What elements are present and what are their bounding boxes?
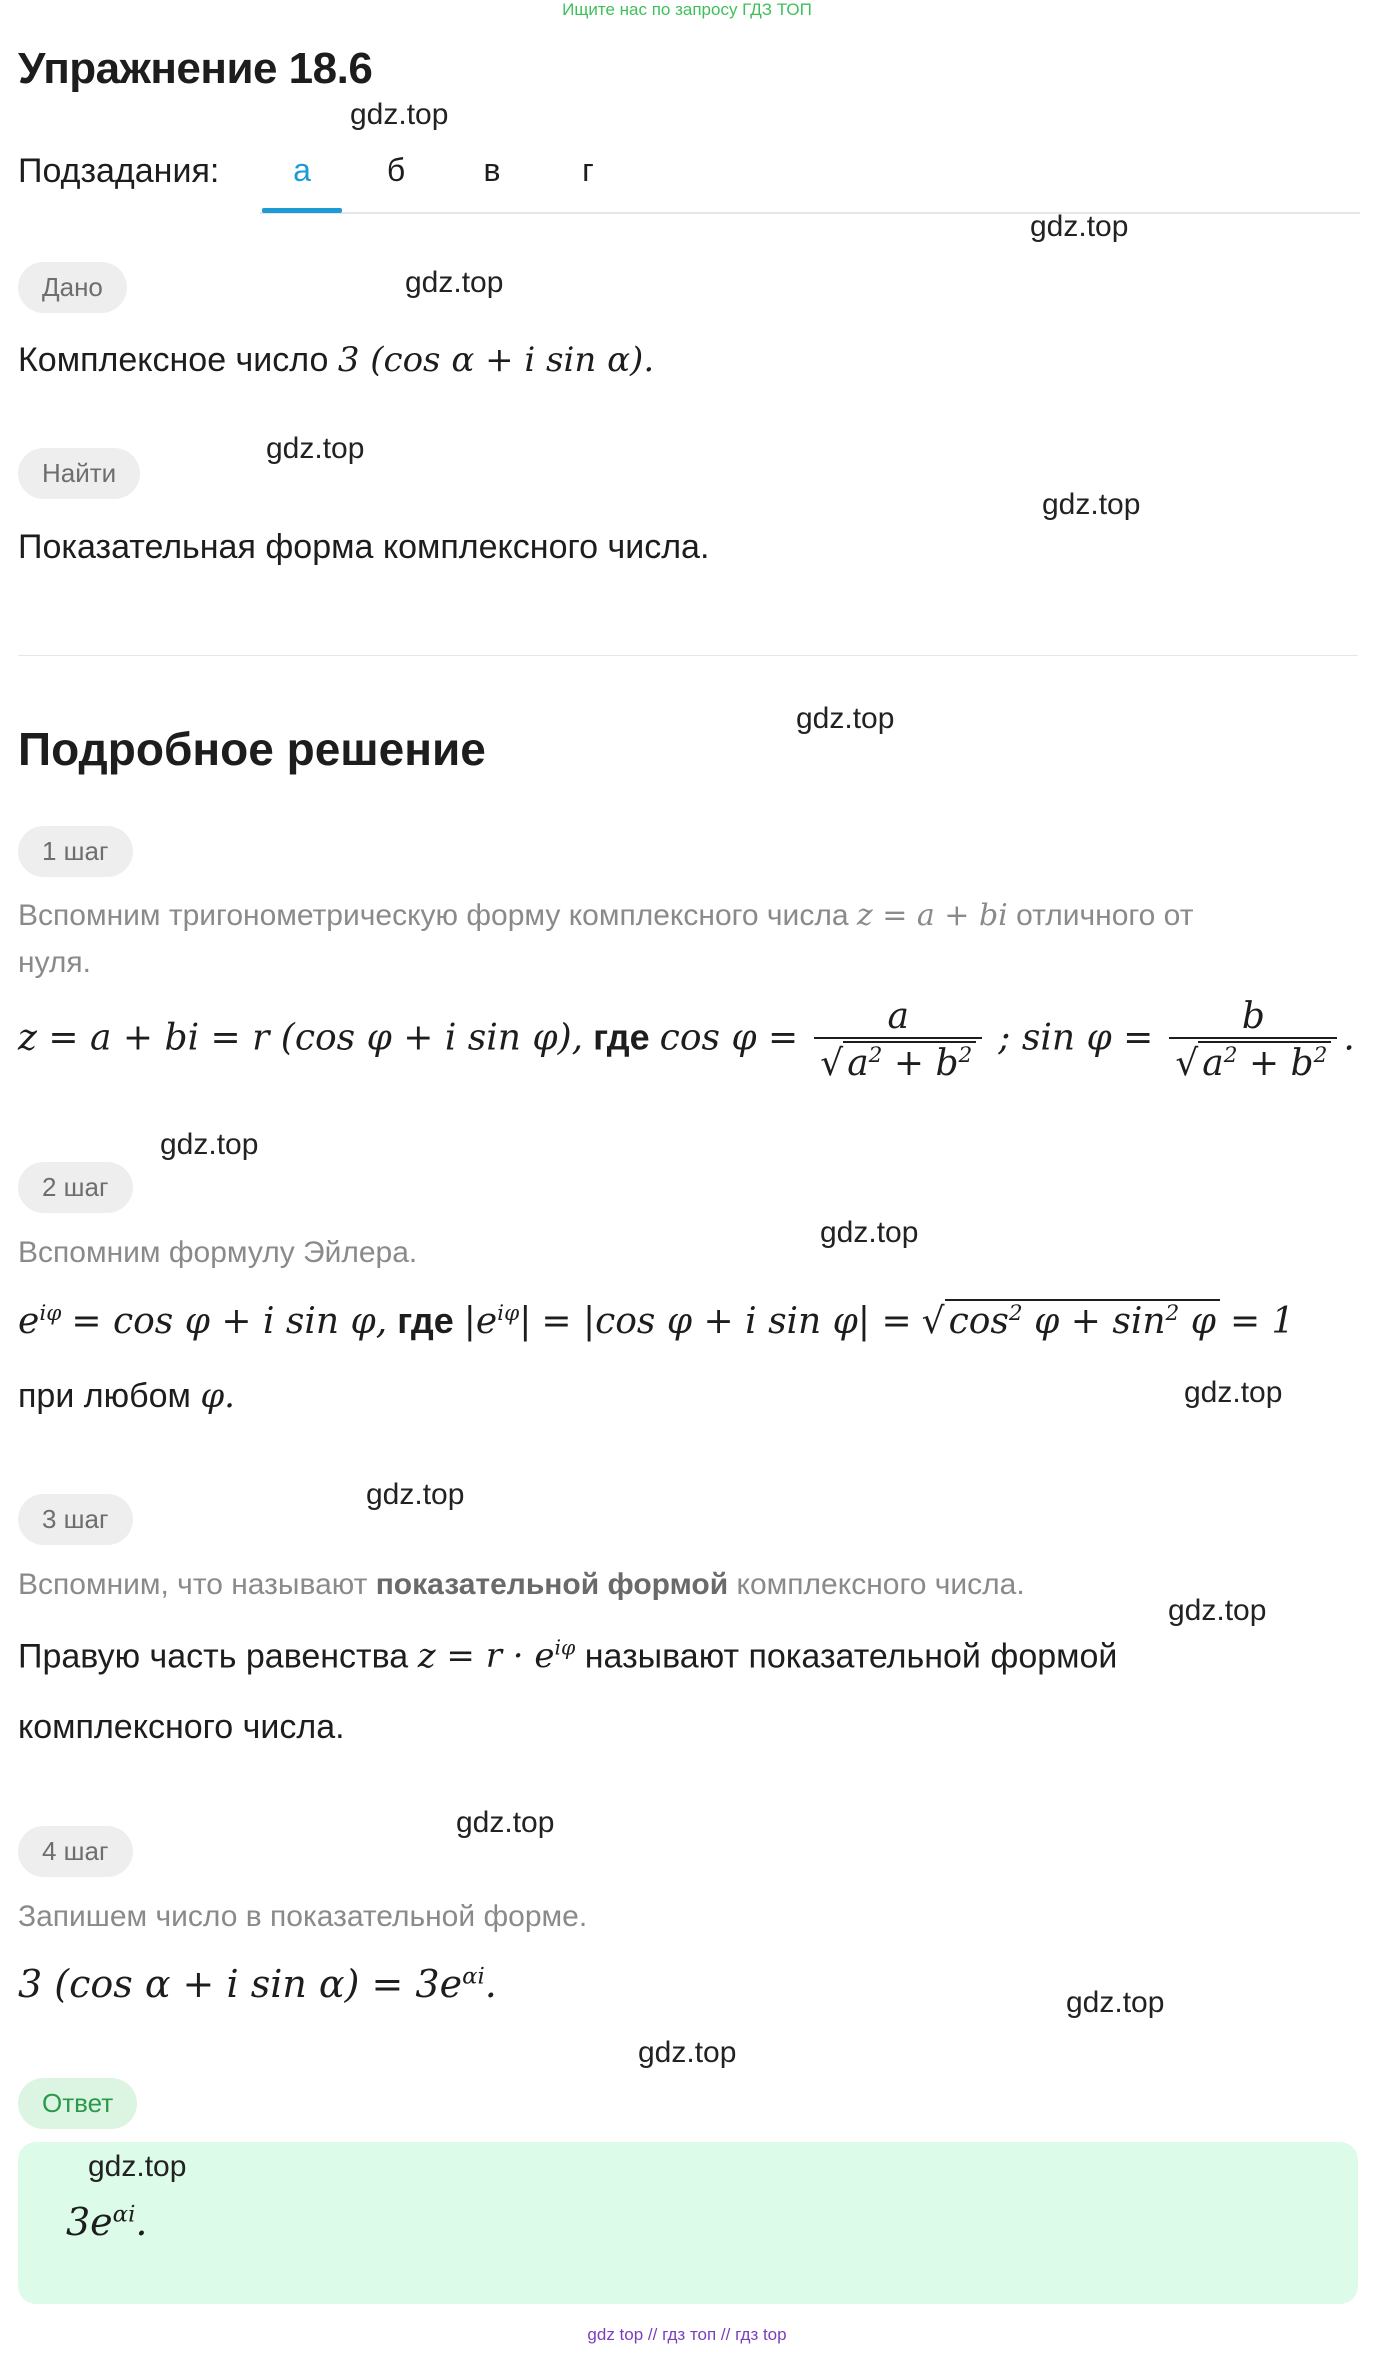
step4-hint: Запишем число в показательной форме. bbox=[18, 1900, 588, 1933]
step4-exp: $^{\alpha i}$. bbox=[462, 1962, 497, 2006]
step2-eq-one: = 1 bbox=[1229, 1301, 1295, 1342]
watermark: gdz.top bbox=[160, 1128, 259, 1161]
step4-pill-wrap bbox=[18, 1826, 133, 1877]
watermark: gdz.top bbox=[1066, 1986, 1165, 2019]
step3-text-prefix: Правую часть равенства bbox=[18, 1637, 409, 1676]
watermark: gdz.top bbox=[1030, 210, 1129, 243]
step3-text-line2: комплексного числа. bbox=[18, 1708, 345, 1746]
answer-end: . bbox=[135, 2200, 148, 2244]
given-text bbox=[18, 340, 654, 380]
step1-formula bbox=[18, 996, 1355, 1084]
tab-v[interactable]: в bbox=[483, 152, 501, 188]
watermark: gdz.top bbox=[1168, 1594, 1267, 1627]
step3-text-suffix: называют показательной формой bbox=[584, 1637, 1118, 1676]
watermark: gdz.top bbox=[1184, 1376, 1283, 1409]
watermark: gdz.top bbox=[796, 702, 895, 735]
step1-hint bbox=[18, 898, 1193, 933]
sqrt-expression: √ $\cos^2 \varphi + \sin^2 \varphi$ bbox=[922, 1299, 1220, 1342]
fraction-sin bbox=[1169, 996, 1337, 1084]
answer-pill: Ответ bbox=[18, 2078, 137, 2129]
given-pill: Дано bbox=[18, 262, 127, 313]
fraction-cos-numerator: a bbox=[887, 996, 909, 1037]
step2-formula bbox=[18, 1300, 1294, 1342]
step1-hint-math: z = a + bi bbox=[856, 898, 1008, 933]
subtasks-label: Подзадания: bbox=[18, 152, 220, 190]
footer: gdz top // гдз топ // гдз top bbox=[587, 2325, 787, 2344]
step2-word-where: где bbox=[397, 1300, 454, 1341]
step3-hint-prefix: Вспомним, что называют bbox=[18, 1568, 368, 1601]
given-math: 3 (cos α + i sin α). bbox=[337, 340, 655, 380]
step3-pill: 3 шаг bbox=[18, 1494, 133, 1545]
answer-box bbox=[18, 2142, 1358, 2304]
solution-title: Подробное решение bbox=[18, 723, 486, 775]
step3-pill-wrap bbox=[18, 1494, 133, 1545]
step2-line2 bbox=[18, 1376, 235, 1416]
step4-formula bbox=[18, 1962, 497, 2007]
find-pill: Найти bbox=[18, 448, 140, 499]
step1-pill-wrap bbox=[18, 826, 133, 877]
top-banner: Ищите нас по запросу ГДЗ ТОП bbox=[562, 0, 812, 19]
find-pill-wrap bbox=[18, 448, 140, 499]
section-divider bbox=[18, 655, 1358, 656]
page-title: Упражнение 18.6 bbox=[18, 44, 373, 93]
tab-a[interactable]: а bbox=[293, 152, 311, 188]
tab-g[interactable]: г bbox=[582, 152, 594, 188]
step3-text bbox=[18, 1636, 1117, 1676]
watermark: gdz.top bbox=[456, 1806, 555, 1839]
step1-hint-prefix: Вспомним тригонометрическую форму комплексного числа bbox=[18, 899, 849, 932]
fraction-cos bbox=[814, 996, 982, 1084]
step4-formula-main: 3 (cos α + i sin α) = 3e bbox=[18, 1962, 463, 2006]
step3-hint-suffix: комплексного числа. bbox=[736, 1568, 1025, 1601]
step1-end: . bbox=[1343, 1017, 1355, 1059]
fraction-sin-numerator: b bbox=[1241, 996, 1265, 1037]
active-tab-indicator bbox=[262, 208, 342, 213]
fraction-sin-denominator: √ $a^2 + b^2$ bbox=[1169, 1037, 1337, 1084]
answer-pill-wrap bbox=[18, 2078, 137, 2129]
tab-b[interactable]: б bbox=[386, 152, 406, 188]
given-text-prefix: Комплексное число bbox=[18, 341, 329, 379]
watermark: gdz.top bbox=[266, 432, 365, 465]
step2-formula-rhs: = cos φ + i sin φ, bbox=[71, 1301, 388, 1342]
step1-pill: 1 шаг bbox=[18, 826, 133, 877]
watermark: gdz.top bbox=[1042, 488, 1141, 521]
step3-hint bbox=[18, 1568, 1025, 1602]
step2-hint: Вспомним формулу Эйлера. bbox=[18, 1236, 418, 1269]
step4-pill: 4 шаг bbox=[18, 1826, 133, 1877]
step2-pill-wrap bbox=[18, 1162, 133, 1213]
step1-sin-lhs: ; sin φ = bbox=[998, 1017, 1154, 1059]
watermark: gdz.top bbox=[638, 2036, 737, 2069]
step1-cos-lhs: cos φ = bbox=[659, 1017, 799, 1059]
answer-exp: αi bbox=[112, 2201, 136, 2228]
step3-text-math: $z = r \cdot e^{i\varphi}$ bbox=[417, 1636, 576, 1677]
step3-math-base: z = r · e bbox=[417, 1636, 555, 1677]
tabs-divider bbox=[260, 212, 1360, 214]
watermark: gdz.top bbox=[405, 266, 504, 299]
step1-word-where: где bbox=[593, 1016, 650, 1058]
step2-pill: 2 шаг bbox=[18, 1162, 133, 1213]
step1-hint-line2: нуля. bbox=[18, 946, 91, 979]
step2-middle: = |cos φ + i sin φ| = bbox=[541, 1301, 912, 1342]
fraction-cos-denominator: √ $a^2 + b^2$ bbox=[814, 1037, 982, 1084]
step1-hint-suffix: отличного от bbox=[1016, 899, 1194, 932]
watermark: gdz.top bbox=[820, 1216, 919, 1249]
step2-line2-prefix: при любом bbox=[18, 1377, 191, 1415]
watermark: gdz.top bbox=[88, 2150, 187, 2183]
given-pill-wrap bbox=[18, 262, 127, 313]
step1-formula-left: z = a + bi = r (cos φ + i sin φ), bbox=[18, 1017, 584, 1059]
modulus-euler: $|e^{i\varphi}|$ bbox=[463, 1301, 532, 1342]
answer-base: 3e bbox=[66, 2200, 113, 2244]
step2-line2-math: φ. bbox=[200, 1376, 235, 1416]
step3-hint-bold: показательной формой bbox=[375, 1568, 729, 1601]
watermark: gdz.top bbox=[366, 1478, 465, 1511]
watermark: gdz.top bbox=[350, 98, 449, 131]
find-text: Показательная форма комплексного числа. bbox=[18, 528, 710, 566]
euler-lhs: $e^{i\varphi}$ bbox=[18, 1301, 62, 1342]
answer-value bbox=[66, 2200, 147, 2245]
